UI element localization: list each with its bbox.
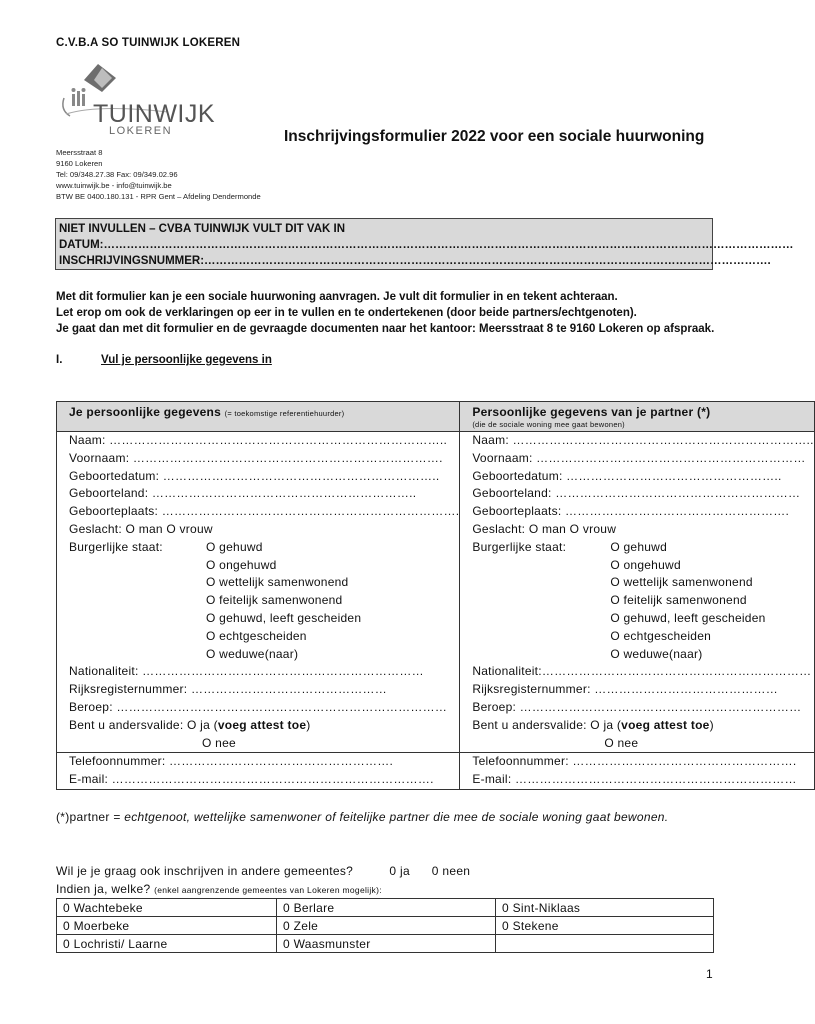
naam-field[interactable]: Naam: ………………………………………………………………………..	[69, 433, 448, 447]
footnote-prefix: (*)partner =	[56, 810, 125, 824]
address-line: www.tuinwijk.be - info@tuinwijk.be	[56, 181, 172, 190]
partner-burgerlijke-option[interactable]: O feitelijk samenwonend	[610, 593, 747, 608]
municipality-option[interactable]: 0 Berlare	[277, 899, 496, 917]
partner-geboorteplaats-field[interactable]: Geboorteplaats: ……………………………………………….	[472, 504, 790, 519]
partner-beroep-field[interactable]: Beroep: ……………………………………………………………	[472, 699, 802, 714]
logo-text: TUINWIJK	[93, 100, 216, 128]
address-block	[56, 147, 261, 202]
right-header-title: Persoonlijke gegevens van je partner (*)	[472, 405, 711, 419]
intro-line: Je gaat dan met dit formulier en de gevraagde documenten naar het kantoor: Meersstraat 8 te 9160 Lokeren op afspraak.	[56, 323, 715, 335]
attest-note: voeg attest toe	[217, 717, 307, 732]
municipality-option[interactable]: 0 Wachtebeke	[57, 899, 277, 917]
question-subline-note: (enkel aangrenzende gemeentes van Lokeren mogelijk):	[154, 885, 382, 895]
andersvalide-label: Bent u andersvalide: O ja (	[69, 717, 218, 732]
geboorteplaats-field[interactable]: Geboorteplaats: ……………………………………………………………….	[69, 504, 460, 519]
burgerlijke-option[interactable]: O gehuwd, leeft gescheiden	[206, 610, 362, 625]
office-box-title: NIET INVULLEN – CVBA TUINWIJK VULT DIT VAK IN	[59, 223, 346, 235]
partner-burgerlijke-option[interactable]: O gehuwd, leeft gescheiden	[610, 610, 766, 625]
table-row	[57, 899, 714, 917]
address-line: Tel: 09/348.27.38 Fax: 09/349.02.96	[56, 170, 178, 179]
form-title: Inschrijvingsformulier 2022 voor een sociale huurwoning	[284, 128, 705, 145]
office-box-nummer[interactable]: INSCHRIJVINGSNUMMER:………………………………………………………………………………………………………………………………….	[59, 255, 771, 267]
section-title: Vul je persoonlijke gegevens in	[101, 354, 272, 366]
left-personal-fields	[57, 432, 460, 753]
beroep-field[interactable]: Beroep: ………………………………………………………………………	[69, 699, 448, 714]
andersvalide-close: )	[306, 717, 311, 732]
partner-voornaam-field[interactable]: Voornaam: …………………………………………………………	[472, 450, 806, 465]
question-subline	[56, 880, 736, 899]
andersvalide-ja-option[interactable]	[69, 717, 459, 735]
organization-name: C.V.B.A SO TUINWIJK LOKEREN	[56, 37, 241, 49]
telefoon-field[interactable]: Telefoonnummer: ……………………………………………….	[69, 754, 394, 769]
partner-footnote	[56, 808, 706, 826]
partner-burgerlijke-option[interactable]: O echtgescheiden	[610, 628, 712, 643]
left-contact-fields	[57, 753, 460, 790]
intro-line: Let erop om ook de verklaringen op eer in te vullen en te ondertekenen (door beide partners/echtgenoten).	[56, 307, 637, 319]
tuinwijk-logo	[58, 58, 218, 140]
intro-line: Met dit formulier kan je een sociale huurwoning aanvragen. Je vult dit formulier in en tekent achteraan.	[56, 291, 618, 303]
partner-burgerlijke-option[interactable]: O ongehuwd	[610, 557, 681, 572]
partner-attest-note: voeg attest toe	[621, 717, 710, 732]
municipality-option[interactable]: 0 Waasmunster	[277, 935, 496, 953]
logo-subtext: LOKEREN	[109, 125, 173, 137]
page-number: 1	[706, 967, 713, 981]
burgerlijke-option[interactable]: O weduwe(naar)	[206, 646, 299, 661]
left-header-title: Je persoonlijke gegevens	[69, 405, 222, 419]
partner-andersvalide-ja-option[interactable]	[472, 717, 813, 735]
right-header	[460, 402, 814, 432]
partner-naam-field[interactable]: Naam: ………………………………………………………………..	[472, 433, 814, 447]
municipality-option[interactable]: 0 Stekene	[496, 917, 714, 935]
municipality-option[interactable]: 0 Zele	[277, 917, 496, 935]
municipality-option	[496, 935, 714, 953]
office-use-box	[55, 218, 794, 270]
partner-email-field[interactable]: E-mail: ……………………………………………………………	[472, 772, 797, 787]
partner-rijksregisternummer-field[interactable]: Rijksregisternummer: ………………………………………	[472, 682, 779, 697]
personal-data-table	[56, 401, 815, 790]
partner-burgerlijke-option[interactable]: O wettelijk samenwonend	[610, 575, 753, 590]
partner-nationaliteit-field[interactable]: Nationaliteit:…………………………………………………………	[472, 664, 812, 679]
question-subline-main: Indien ja, welke?	[56, 882, 155, 896]
nationaliteit-field[interactable]: Nationaliteit: ……………………………………………………………	[69, 664, 424, 679]
municipality-option[interactable]: 0 Moerbeke	[57, 917, 277, 935]
burgerlijke-option[interactable]: O echtgescheiden	[206, 628, 307, 643]
intro-text	[56, 289, 726, 337]
office-box-datum[interactable]: DATUM:………………………………………………………………………………………………………………………………………………………………	[59, 239, 794, 251]
municipality-option[interactable]: 0 Lochristi/ Laarne	[57, 935, 277, 953]
other-municipalities-question	[56, 862, 736, 899]
address-line: BTW BE 0400.180.131 - RPR Gent – Afdeling Dendermonde	[56, 192, 261, 201]
section-number: I.	[56, 354, 63, 366]
question-line[interactable]: Wil je je graag ook inschrijven in andere gemeentes? 0 ja 0 neen	[56, 864, 471, 878]
municipality-option[interactable]: 0 Sint-Niklaas	[496, 899, 714, 917]
burgerlijke-option[interactable]: O gehuwd	[206, 539, 263, 554]
table-row	[57, 935, 714, 953]
partner-burgerlijke-option[interactable]: O weduwe(naar)	[610, 646, 703, 661]
municipalities-table	[56, 898, 714, 953]
partner-burgerlijke-staat-label: Burgerlijke staat:	[472, 539, 567, 554]
partner-burgerlijke-staat-row	[472, 539, 813, 557]
address-line: Meersstraat 8	[56, 148, 103, 157]
footnote-definition: echtgenoot, wettelijke samenwoner of feitelijke partner die mee de sociale woning gaat bewonen.	[124, 810, 669, 824]
partner-andersvalide-label: Bent u andersvalide: O ja (	[472, 717, 622, 732]
burgerlijke-staat-row	[69, 539, 459, 557]
table-row	[57, 917, 714, 935]
geslacht-options[interactable]: Geslacht: O man O vrouw	[69, 521, 213, 536]
right-header-note: (die de sociale woning mee gaat bewonen)	[472, 420, 625, 429]
burgerlijke-option[interactable]: O wettelijk samenwonend	[206, 575, 349, 590]
partner-burgerlijke-option[interactable]: O gehuwd	[610, 539, 668, 554]
right-personal-fields	[460, 432, 814, 753]
rijksregisternummer-field[interactable]: Rijksregisternummer: …………………………………………	[69, 682, 387, 697]
partner-geboortedatum-field[interactable]: Geboortedatum: ……………………………………………..	[472, 468, 782, 483]
burgerlijke-staat-label: Burgerlijke staat:	[69, 539, 163, 554]
section-heading	[56, 354, 272, 366]
email-field[interactable]: E-mail: …………………………………………………………………….	[69, 772, 434, 787]
right-contact-fields	[460, 753, 814, 790]
partner-geboorteland-field[interactable]: Geboorteland: ……………………………………………………	[472, 486, 801, 501]
partner-andersvalide-nee-option[interactable]: O nee	[604, 735, 639, 750]
left-header	[57, 402, 460, 432]
voornaam-field[interactable]: Voornaam: ………………………………………………………………….	[69, 450, 443, 465]
andersvalide-nee-option[interactable]: O nee	[202, 735, 236, 750]
geboortedatum-field[interactable]: Geboortedatum: …………………………………………………………..	[69, 468, 440, 483]
partner-geslacht-options[interactable]: Geslacht: O man O vrouw	[472, 521, 617, 536]
partner-andersvalide-close: )	[709, 717, 714, 732]
burgerlijke-option[interactable]: O ongehuwd	[206, 557, 277, 572]
geboorteland-field[interactable]: Geboorteland: ………………………………………………………..	[69, 486, 417, 501]
burgerlijke-option[interactable]: O feitelijk samenwonend	[206, 593, 343, 608]
partner-telefoon-field[interactable]: Telefoonnummer: ……………………………………………….	[472, 754, 797, 769]
address-line: 9160 Lokeren	[56, 159, 103, 168]
left-header-note: (= toekomstige referentiehuurder)	[224, 409, 345, 418]
